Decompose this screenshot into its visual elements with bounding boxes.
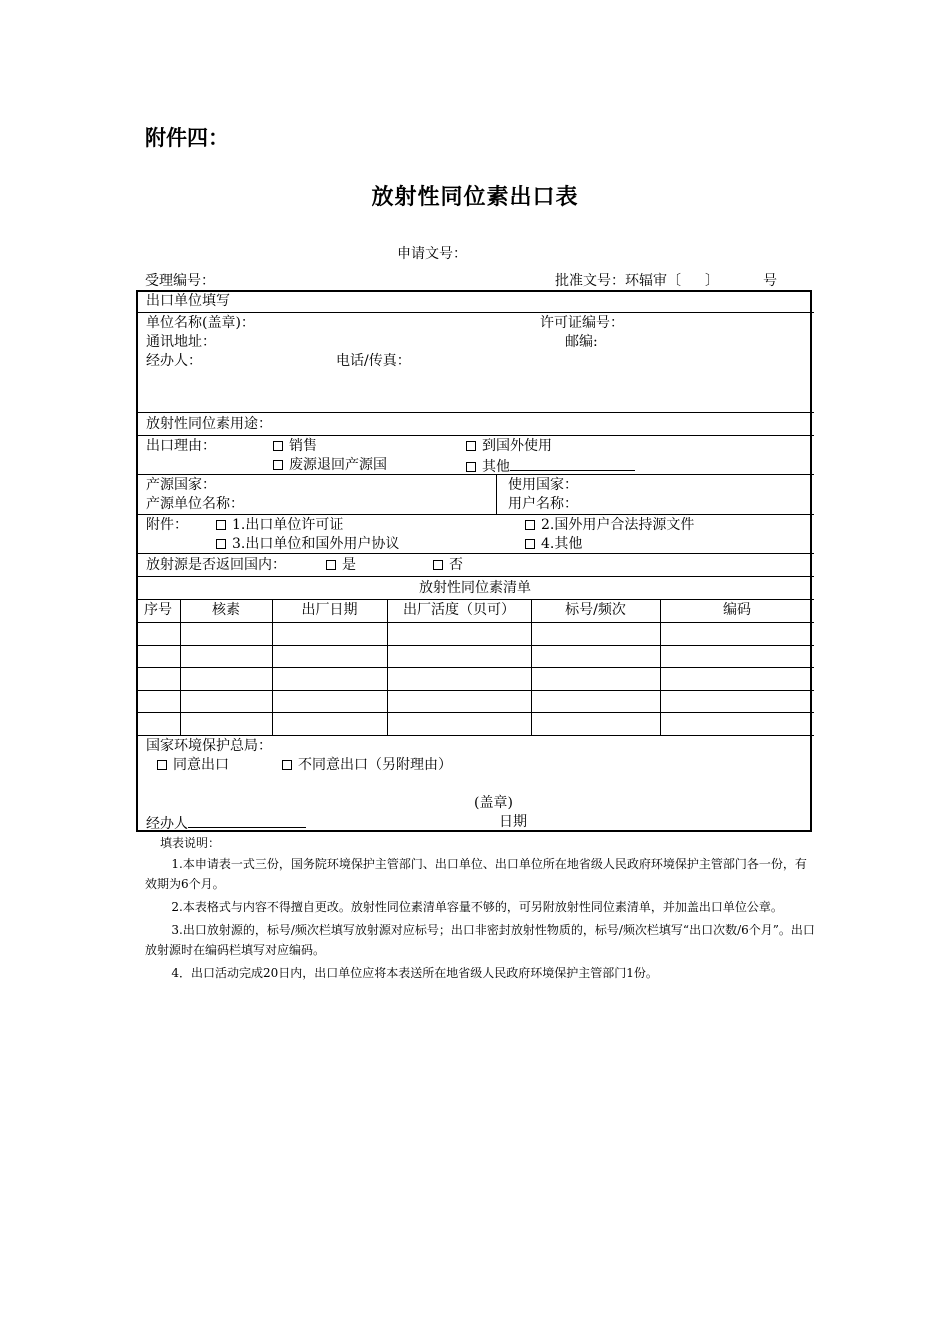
approval-prefix: 批准文号：环辐审〔 <box>555 273 681 289</box>
attachment-3-option[interactable] <box>216 535 399 553</box>
divider <box>531 599 532 735</box>
return-home-label: 放射源是否返回国内： <box>146 557 286 573</box>
divider <box>496 474 497 514</box>
postcode-field[interactable]: 邮编: <box>565 334 598 350</box>
checkbox[interactable] <box>216 539 226 549</box>
divider <box>136 735 814 736</box>
divider <box>136 553 814 554</box>
attachment-4-option[interactable] <box>525 535 582 553</box>
origin-unit-field[interactable]: 产源单位名称： <box>146 496 244 512</box>
divider <box>660 599 661 735</box>
approval-handler-field[interactable] <box>146 813 306 833</box>
use-country-field[interactable]: 使用国家： <box>508 477 578 493</box>
phone-fax-field[interactable]: 电话/传真： <box>336 353 411 369</box>
checkbox[interactable] <box>157 760 167 770</box>
approval-date-field[interactable]: 日期 <box>499 814 527 830</box>
reason-return-option[interactable] <box>273 456 387 474</box>
option-label: 销售 <box>289 438 317 454</box>
handler-label: 经办人 <box>146 816 188 832</box>
column-header: 核素 <box>212 602 240 618</box>
checkbox[interactable] <box>466 462 476 472</box>
unit-name-field[interactable]: 单位名称(盖章)： <box>146 315 255 331</box>
column-header: 序号 <box>144 602 172 618</box>
option-label: 3.出口单位和国外用户协议 <box>232 536 400 552</box>
option-label: 是 <box>342 557 356 573</box>
divider <box>136 645 814 646</box>
divider <box>136 514 814 515</box>
agree-option[interactable] <box>157 756 229 774</box>
option-label: 1.出口单位许可证 <box>232 517 344 533</box>
column-header: 编码 <box>723 602 751 618</box>
checkbox[interactable] <box>273 441 283 451</box>
list-title: 放射性同位素清单 <box>419 580 531 596</box>
divider <box>136 667 814 668</box>
divider <box>136 435 814 436</box>
reason-overseas-option[interactable] <box>466 437 552 455</box>
note-item: 1.本申请表一式三份，国务院环境保护主管部门、出口单位、出口单位所在地省级人民政府环境保护主管部门各一份，有效期为6个月。 <box>145 857 807 891</box>
license-no-field[interactable]: 许可证编号： <box>540 315 624 331</box>
disagree-option[interactable] <box>282 756 452 774</box>
note-item: 3.出口放射源的，标号/频次栏填写放射源对应标号；出口非密封放射性物质的，标号/频次栏填写“出口次数/6个月”。出口放射源时在编码栏填写对应编码。 <box>145 923 815 957</box>
address-field[interactable]: 通讯地址： <box>146 334 216 350</box>
handler-blank[interactable] <box>188 813 306 828</box>
approval-no-label <box>555 270 777 290</box>
divider <box>387 599 388 735</box>
reason-sale-option[interactable] <box>273 437 317 455</box>
origin-country-field[interactable]: 产源国家： <box>146 477 216 493</box>
approval-mid: 〕 <box>705 273 719 289</box>
application-no-label: 申请文号： <box>397 246 467 262</box>
checkbox[interactable] <box>433 560 443 570</box>
checkbox[interactable] <box>525 520 535 530</box>
divider <box>136 712 814 713</box>
checkbox[interactable] <box>326 560 336 570</box>
reason-label: 出口理由： <box>146 438 216 454</box>
option-label: 其他 <box>482 459 510 475</box>
checkbox[interactable] <box>282 760 292 770</box>
return-yes-option[interactable] <box>326 556 356 574</box>
user-name-field[interactable]: 用户名称： <box>508 496 578 512</box>
column-header: 出厂日期 <box>301 602 358 618</box>
divider <box>136 599 814 600</box>
divider <box>136 690 814 691</box>
authority-label: 国家环境保护总局： <box>146 738 272 754</box>
exporter-section-label: 出口单位填写 <box>146 293 230 309</box>
checkbox[interactable] <box>273 460 283 470</box>
option-label: 同意出口 <box>173 757 229 773</box>
option-label: 4.其他 <box>541 536 583 552</box>
handler-field[interactable]: 经办人： <box>146 353 202 369</box>
option-label: 废源退回产源国 <box>289 457 387 473</box>
approval-suffix: 号 <box>763 273 777 289</box>
option-label: 否 <box>449 557 463 573</box>
note-item: 4．出口活动完成20日内，出口单位应将本表送所在地省级人民政府环境保护主管部门1份。 <box>171 966 658 980</box>
attachment-1-option[interactable] <box>216 516 343 534</box>
annex-label: 附件四： <box>145 126 229 150</box>
notes-heading: 填表说明： <box>160 836 221 850</box>
seal-label: (盖章) <box>474 795 513 811</box>
form-title: 放射性同位素出口表 <box>371 185 579 210</box>
attachment-2-option[interactable] <box>525 516 694 534</box>
divider <box>136 412 814 413</box>
option-label: 不同意出口（另附理由） <box>298 757 452 773</box>
divider <box>180 599 181 735</box>
column-header: 出厂活度（贝可） <box>403 602 515 618</box>
return-no-option[interactable] <box>433 556 463 574</box>
note-item: 2.本表格式与内容不得擅自更改。放射性同位素清单容量不够的，可另附放射性同位素清单，并加盖出口单位公章。 <box>171 900 783 914</box>
purpose-field[interactable]: 放射性同位素用途： <box>146 416 272 432</box>
column-header: 标号/频次 <box>565 602 626 618</box>
option-label: 2.国外用户合法持源文件 <box>541 517 695 533</box>
option-label: 到国外使用 <box>482 438 552 454</box>
other-blank[interactable] <box>510 456 635 471</box>
checkbox[interactable] <box>466 441 476 451</box>
checkbox[interactable] <box>216 520 226 530</box>
divider <box>136 576 814 577</box>
acceptance-no-label: 受理编号： <box>145 273 215 289</box>
attachments-label: 附件： <box>146 517 188 533</box>
divider <box>136 622 814 623</box>
notes-list <box>145 854 815 986</box>
reason-other-option[interactable] <box>466 456 635 476</box>
divider <box>136 312 814 313</box>
checkbox[interactable] <box>525 539 535 549</box>
divider <box>272 599 273 735</box>
